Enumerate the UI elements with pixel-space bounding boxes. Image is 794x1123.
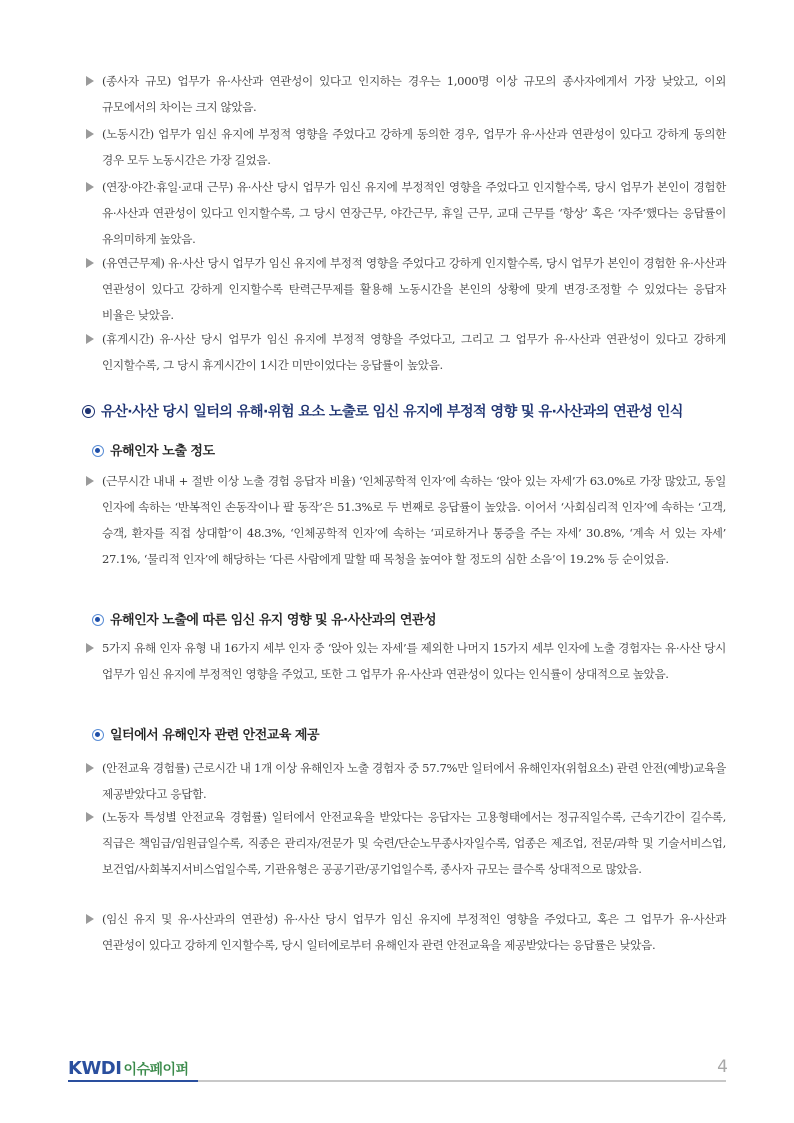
triangle-bullet-icon <box>86 129 94 139</box>
footer-logo <box>68 1058 189 1079</box>
bullet-group-top <box>0 68 726 120</box>
subsection-title: 유해인자 노출에 따른 임신 유지 영향 및 유·사산과의 연관성 <box>92 609 732 628</box>
list-item: (안전교육 경험률) 근로시간 내 1개 이상 유해인자 노출 경험자 중 57.7%만 일터에서 유해인자(위험요소) 관련 안전(예방)교육을 제공받았다고 응답함. <box>102 755 726 807</box>
kwdi-logo: KWDI <box>68 1058 122 1079</box>
series-name: 이슈페이퍼 <box>123 1062 189 1078</box>
list-item: 5가지 유해 인자 유형 내 16가지 세부 인자 중 ‘앉아 있는 자세’를 제외한 나머지 15가지 세부 인자에 노출 경험자는 유·사산 당시 업무가 임신 유지에 부정적인 영향을 주었고, 또한 그 업무가 유·사산과 연관성이 있다는 인식률이 상대적으로 높았음. <box>102 635 726 687</box>
subsection-title: 유해인자 노출 정도 <box>92 440 732 459</box>
bullet-group <box>0 906 726 958</box>
bullet-group-top <box>0 326 726 378</box>
list-item: (종사자 규모) 업무가 유·사산과 연관성이 있다고 인지하는 경우는 1,000명 이상 규모의 종사자에게서 가장 낮았고, 이외 규모에서의 차이는 크지 않았음. <box>102 68 726 120</box>
triangle-bullet-icon <box>86 258 94 268</box>
bullet-group-top <box>0 121 726 173</box>
bullet-group-top <box>0 250 726 328</box>
bullet-group <box>0 635 726 687</box>
list-item: (휴게시간) 유·사산 당시 업무가 임신 유지에 부정적 영향을 주었다고, 그리고 그 업무가 유·사산과 연관성이 있다고 강하게 인지할수록, 그 당시 휴게시간이 1시간 미만이었다는 응답률이 높았음. <box>102 326 726 378</box>
bullet-group <box>0 468 726 572</box>
section-bullet-icon <box>82 405 95 418</box>
list-item: (임신 유지 및 유·사산과의 연관성) 유·사산 당시 업무가 임신 유지에 부정적인 영향을 주었다고, 혹은 그 업무가 유·사산과 연관성이 있다고 강하게 인지할수록, 당시 일터에로부터 유해인자 관련 안전교육을 제공받았다는 응답률은 낮았음. <box>102 906 726 958</box>
triangle-bullet-icon <box>86 643 94 653</box>
triangle-bullet-icon <box>86 334 94 344</box>
triangle-bullet-icon <box>86 763 94 773</box>
subsection-bullet-icon <box>92 445 104 457</box>
list-item: (근무시간 내내 + 절반 이상 노출 경험 응답자 비율) ‘인체공학적 인자’에 속하는 ‘앉아 있는 자세’가 63.0%로 가장 많았고, 동일 인자에 속하는 ‘반복적인 손동작이나 팔 동작’은 51.3%로 두 번째로 응답률이 높았음. 이어서 ‘사회심리적 인자’에 속하는 ‘고객, 승객, 환자를 직접 상대함’이 48.3%, ‘인체공학적 인자’에 속하는 ‘피로하거나 통증을 주는 자세’ 30.8%, ‘계속 서 있는 자세’ 27.1%, ‘물리적 인자’에 해당하는 ‘다른 사람에게 말할 때 목청을 높여야 할 정도의 심한 소음’이 19.2% 등 순이었음. <box>102 468 726 572</box>
section-title: 유산·사산 당시 일터의 유해·위험 요소 노출로 임신 유지에 부정적 영향 및 유·사산과의 연관성 인식 <box>82 401 742 421</box>
list-item: (노동시간) 업무가 임신 유지에 부정적 영향을 주었다고 강하게 동의한 경우, 업무가 유·사산과 연관성이 있다고 강하게 동의한 경우 모두 노동시간은 가장 길었음. <box>102 121 726 173</box>
list-item: (유연근무제) 유·사산 당시 업무가 임신 유지에 부정적 영향을 주었다고 강하게 인지할수록, 당시 업무가 본인이 경험한 유·사산과 연관성이 있다고 강하게 인지할수록 탄력근무제를 활용해 노동시간을 본인의 상황에 맞게 변경·조정할 수 있었다는 응답자 비율은 낮았음. <box>102 250 726 328</box>
bullet-group <box>0 755 726 807</box>
list-item: (연장·야간·휴일·교대 근무) 유·사산 당시 업무가 임신 유지에 부정적인 영향을 주었다고 인지할수록, 당시 업무가 본인이 경험한 유·사산과 연관성이 있다고 인지할수록, 그 당시 연장근무, 야간근무, 휴일 근무, 교대 근무를 ‘항상’ 혹은 ‘자주’했다는 응답률이 유의미하게 높았음. <box>102 174 726 252</box>
subsection-bullet-icon <box>92 729 104 741</box>
subsection-bullet-icon <box>92 614 104 626</box>
bullet-group <box>0 804 726 882</box>
triangle-bullet-icon <box>86 476 94 486</box>
footer-divider <box>68 1080 726 1082</box>
triangle-bullet-icon <box>86 76 94 86</box>
triangle-bullet-icon <box>86 182 94 192</box>
triangle-bullet-icon <box>86 914 94 924</box>
subsection-title: 일터에서 유해인자 관련 안전교육 제공 <box>92 724 732 743</box>
page-number: 4 <box>717 1057 728 1077</box>
triangle-bullet-icon <box>86 812 94 822</box>
bullet-group-top <box>0 174 726 252</box>
list-item: (노동자 특성별 안전교육 경험률) 일터에서 안전교육을 받았다는 응답자는 고용형태에서는 정규직일수록, 근속기간이 길수록, 직급은 책임급/임원급일수록, 직종은 관리자/전문가 및 숙련/단순노무종사자일수록, 업종은 제조업, 전문/과학 및 기술서비스업, 보건업/사회복지서비스업일수록, 기관유형은 공공기관/공기업일수록, 종사자 규모는 클수록 상대적으로 많았음. <box>102 804 726 882</box>
